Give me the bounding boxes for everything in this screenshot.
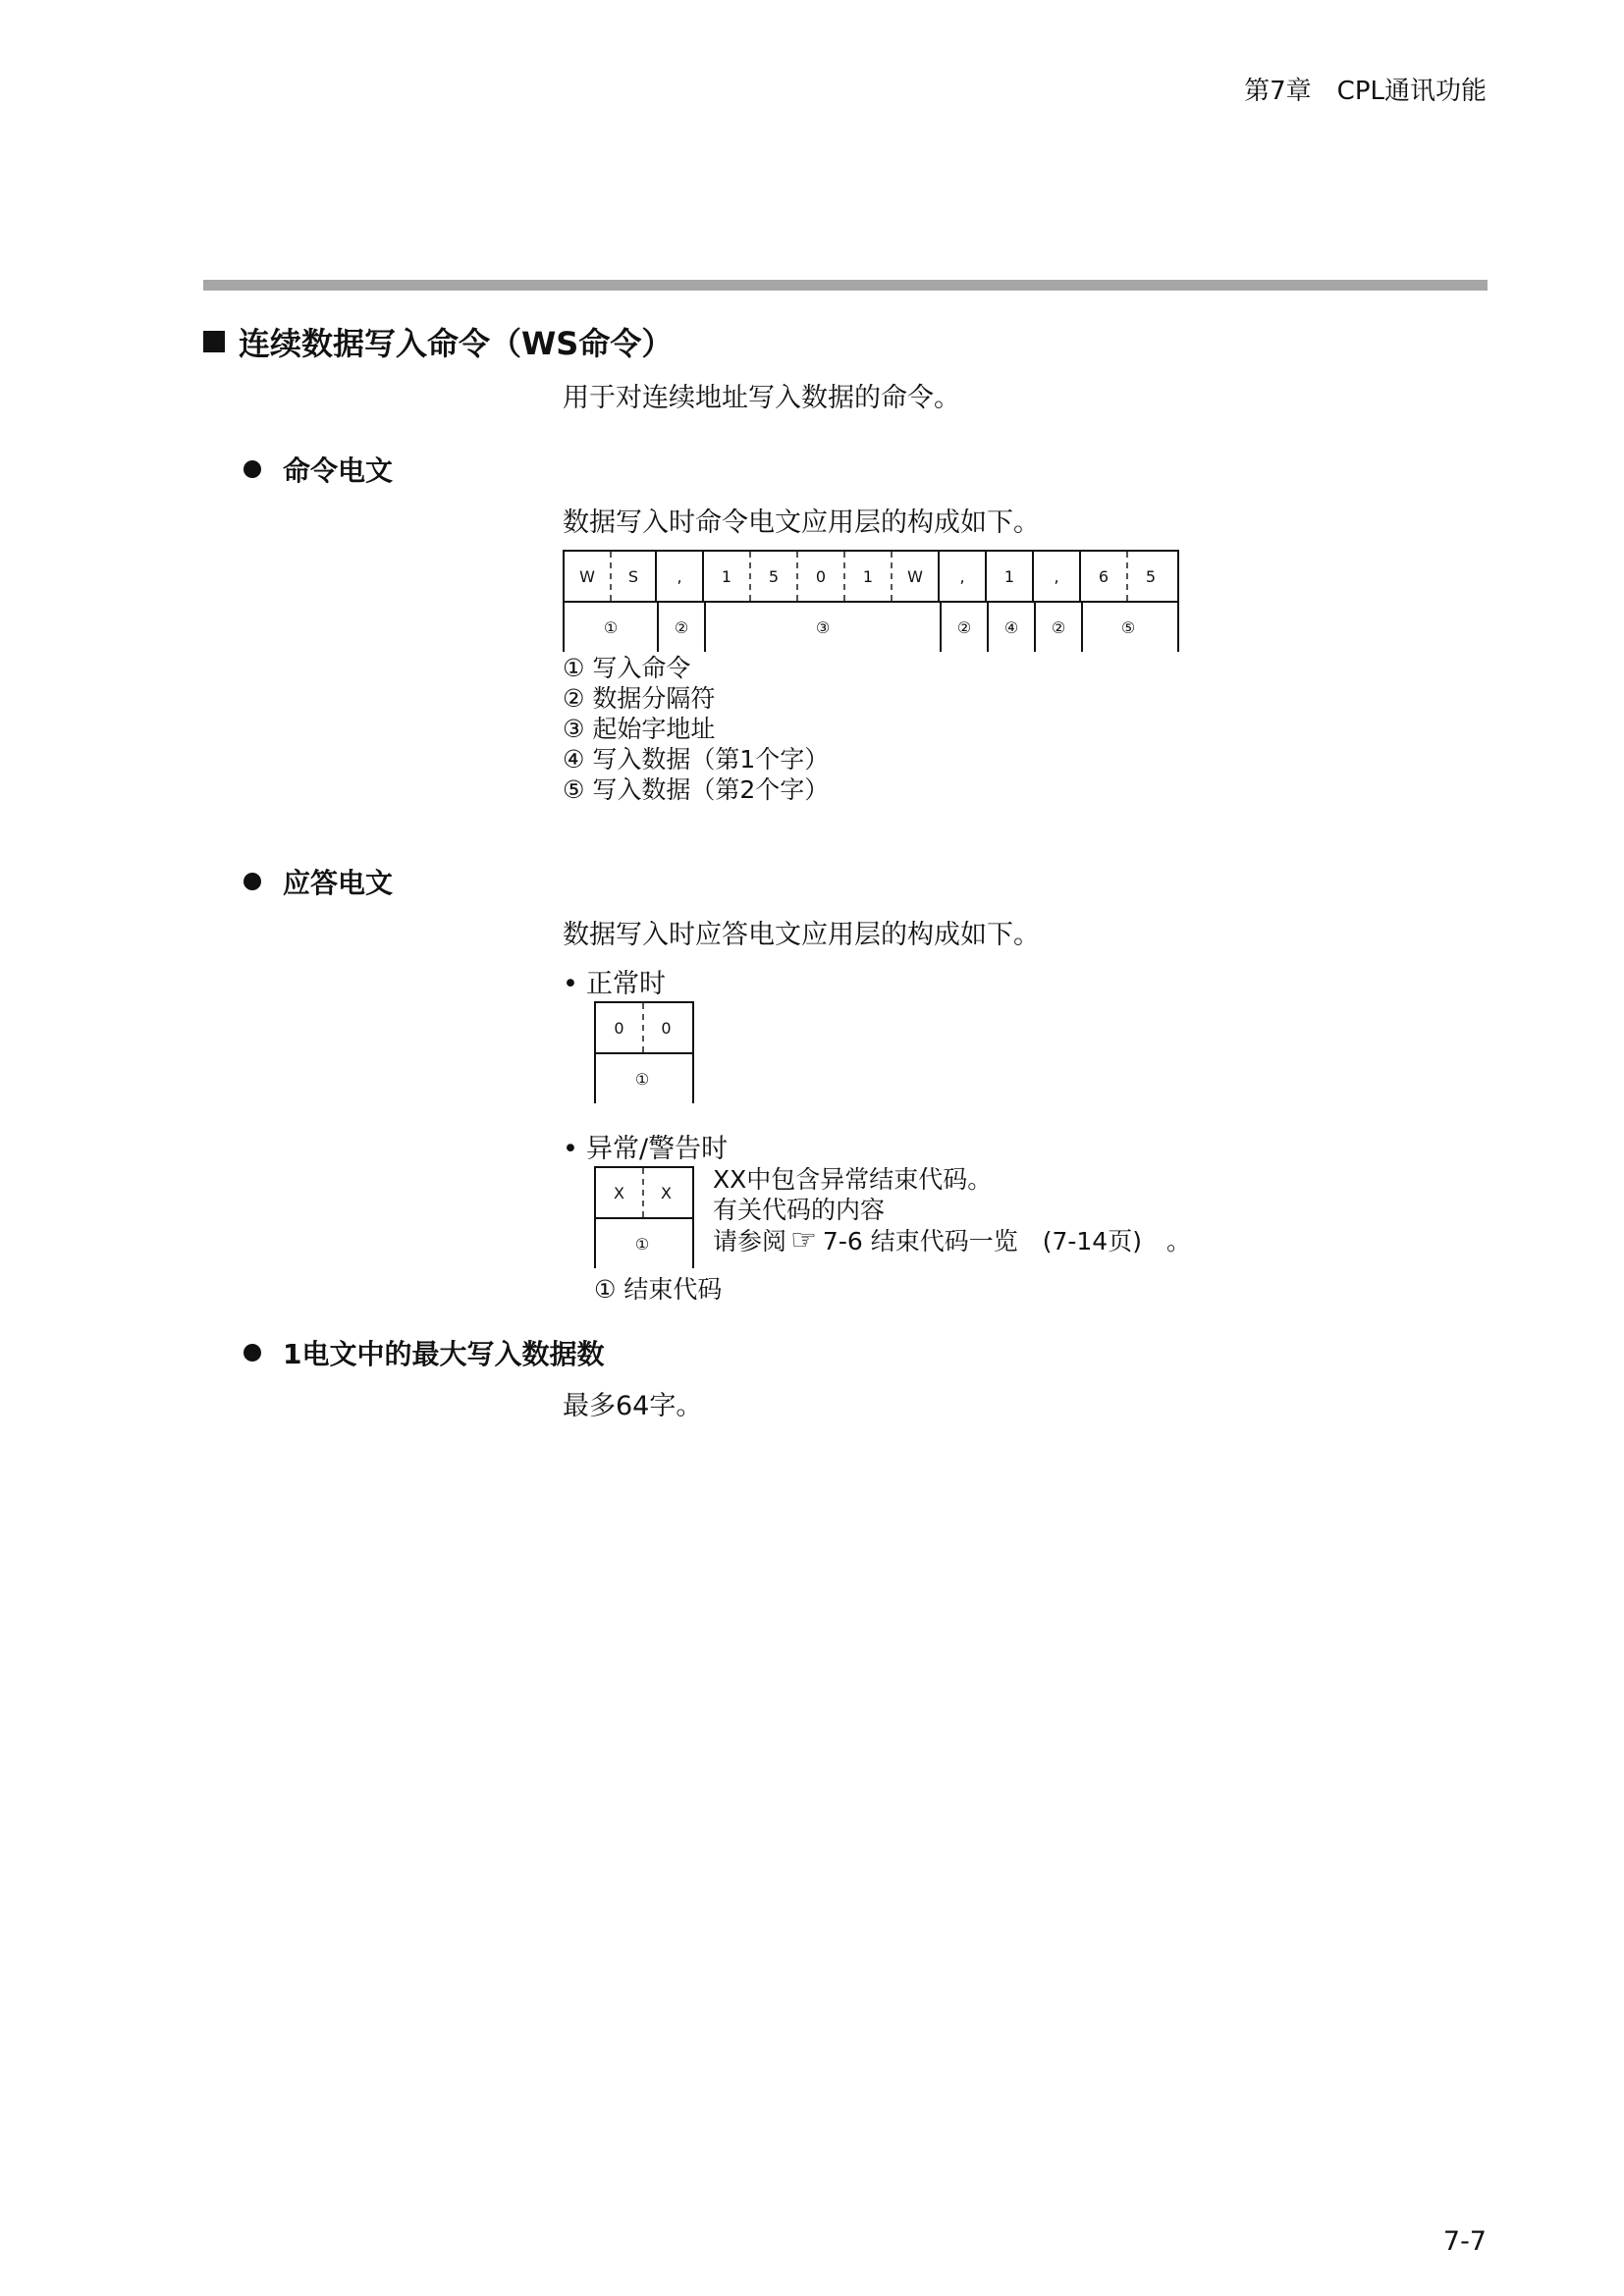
normal-group-row: [594, 1054, 694, 1103]
small-bullet-icon: •: [563, 1134, 578, 1164]
square-bullet-icon: [203, 331, 225, 352]
command-desc: 数据写入时命令电文应用层的构成如下。: [563, 507, 1040, 538]
small-bullet-icon: •: [563, 969, 578, 999]
error-char-row: [594, 1166, 694, 1219]
normal-label-text: 正常时: [586, 969, 666, 999]
char-cell: 6: [1079, 552, 1126, 601]
error-note-line: 有关代码的内容: [713, 1196, 886, 1224]
chapter-header: 第7章 CPL通讯功能: [1244, 77, 1487, 106]
error-note: [713, 1164, 1191, 1256]
group-cell: ①: [634, 1069, 650, 1089]
error-group-row: [594, 1219, 694, 1268]
max-text: 最多64字。: [563, 1391, 703, 1421]
pointing-hand-icon: ☞: [790, 1223, 817, 1257]
char-cell: 0: [796, 552, 843, 601]
max-heading: [244, 1333, 604, 1372]
legend-item: ③ 起始字地址: [563, 715, 716, 743]
dot-bullet-icon: [244, 460, 261, 478]
char-cell: ,: [1032, 552, 1079, 601]
char-cell: 5: [1126, 552, 1173, 601]
command-legend: [563, 653, 829, 805]
char-cell: W: [579, 566, 595, 586]
group-cell: ④: [987, 603, 1034, 652]
char-cell: 5: [749, 552, 796, 601]
group-cell: ①: [634, 1234, 650, 1254]
legend-item: ② 数据分隔符: [563, 684, 716, 713]
char-cell: 1: [702, 552, 749, 601]
char-cell: ,: [938, 552, 985, 601]
normal-char-row: [594, 1001, 694, 1054]
normal-response-table: [594, 1001, 694, 1103]
char-cell: ,: [655, 552, 702, 601]
section-title: [203, 319, 673, 364]
legend-item: ④ 写入数据（第1个字）: [563, 745, 830, 774]
command-structure-table: [563, 550, 1179, 652]
group-cell: ①: [603, 617, 619, 637]
error-response-table: [594, 1166, 694, 1268]
error-note-line: XX中包含异常结束代码。: [713, 1165, 993, 1194]
char-cell: W: [891, 552, 938, 601]
command-group-row: [563, 603, 1179, 652]
max-heading-text: 1电文中的最大写入数据数: [283, 1338, 605, 1370]
dot-bullet-icon: [244, 873, 261, 890]
response-heading-text: 应答电文: [283, 867, 394, 899]
error-label-text: 异常/警告时: [586, 1134, 729, 1164]
reference-link[interactable]: 7-6 结束代码一览 (7-14页) 。: [822, 1227, 1191, 1255]
response-desc: 数据写入时应答电文应用层的构成如下。: [563, 920, 1040, 950]
section-title-text: 连续数据写入命令（WS命令）: [239, 325, 674, 362]
command-char-row: [563, 550, 1179, 603]
char-cell: 1: [985, 552, 1032, 601]
char-cell: 0: [614, 1018, 624, 1038]
group-cell: ③: [704, 603, 940, 652]
char-cell: S: [610, 552, 655, 601]
dot-bullet-icon: [244, 1344, 261, 1362]
char-cell: X: [614, 1183, 624, 1202]
group-cell: ⑤: [1081, 603, 1173, 652]
command-heading: [244, 450, 393, 489]
page-number: 7-7: [1442, 2226, 1487, 2257]
section-intro: 用于对连续地址写入数据的命令。: [563, 383, 960, 413]
reference-prefix: 请参阅: [713, 1227, 787, 1255]
char-cell: X: [642, 1168, 688, 1217]
error-label: [563, 1127, 728, 1165]
char-cell: 0: [642, 1003, 688, 1052]
response-legend: ① 结束代码: [594, 1275, 723, 1304]
group-cell: ②: [1034, 603, 1081, 652]
normal-label: [563, 962, 666, 1000]
legend-item: ① 写入命令: [563, 654, 691, 682]
char-cell: 1: [843, 552, 891, 601]
response-heading: [244, 862, 393, 901]
group-cell: ②: [657, 603, 704, 652]
error-note-reference[interactable]: [713, 1225, 1191, 1256]
command-heading-text: 命令电文: [283, 454, 394, 487]
section-rule: [203, 280, 1488, 291]
group-cell: ②: [940, 603, 987, 652]
legend-item: ⑤ 写入数据（第2个字）: [563, 775, 830, 804]
